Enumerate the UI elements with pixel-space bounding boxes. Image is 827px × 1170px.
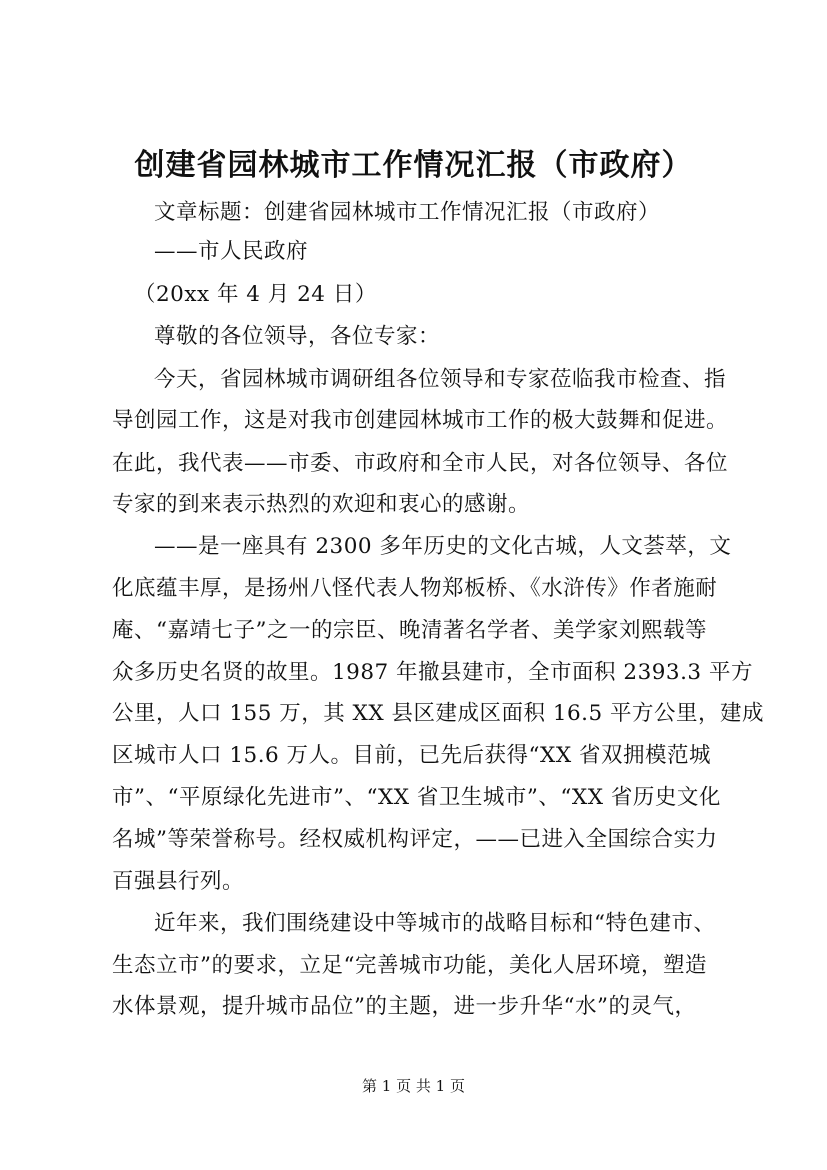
author-line: ——市人民政府 — [154, 239, 309, 264]
paragraph-2-line-9: 百强县行列。 — [112, 869, 245, 894]
paragraph-3-line-2: 生态立市”的要求，立足“完善城市功能，美化人居环境，塑造 — [112, 953, 707, 978]
paragraph-1-line-1: 今天，省园林城市调研组各位领导和专家莅临我市检查、指 — [154, 367, 727, 392]
paragraph-2-line-8: 名城”等荣誉称号。经权威机构评定，——已进入全国综合实力 — [112, 827, 718, 852]
paragraph-1-line-3: 在此，我代表——市委、市政府和全市人民，对各位领导、各位 — [112, 451, 729, 476]
page-number-footer: 第 1 页 共 1 页 — [362, 1077, 465, 1095]
document-title: 创建省园林城市工作情况汇报（市政府） — [134, 148, 693, 183]
paragraph-2-line-5: 公里，人口 155 万，其 XX 县区建成区面积 16.5 平方公里，建成 — [112, 701, 765, 726]
article-title-line: 文章标题：创建省园林城市工作情况汇报（市政府） — [154, 200, 661, 225]
paragraph-2-line-1: ——是一座具有 2300 多年历史的文化古城，人文荟萃，文 — [154, 534, 732, 559]
paragraph-2-line-2: 化底蕴丰厚，是扬州八怪代表人物郑板桥、《水浒传》作者施耐 — [112, 576, 718, 601]
paragraph-1-line-2: 导创园工作，这是对我市创建园林城市工作的极大鼓舞和促进。 — [112, 408, 729, 433]
paragraph-2-line-6: 区城市人口 15.6 万人。目前，已先后获得“XX 省双拥模范城 — [112, 743, 711, 768]
salutation-line: 尊敬的各位领导，各位专家： — [154, 324, 441, 349]
paragraph-3-line-1: 近年来，我们围绕建设中等城市的战略目标和“特色建市、 — [154, 911, 716, 936]
paragraph-2-line-7: 市”、“平原绿化先进市”、“XX 省卫生城市”、“XX 省历史文化 — [112, 785, 721, 810]
paragraph-1-line-4: 专家的到来表示热烈的欢迎和衷心的感谢。 — [112, 492, 531, 517]
paragraph-2-line-3: 庵、“嘉靖七子”之一的宗臣、晚清著名学者、美学家刘熙载等 — [112, 618, 707, 643]
paragraph-3-line-3: 水体景观，提升城市品位”的主题，进一步升华“水”的灵气， — [112, 994, 697, 1019]
paragraph-2-line-4: 众多历史名贤的故里。1987 年撤县建市，全市面积 2393.3 平方 — [112, 660, 753, 685]
date-line: （20xx 年 4 月 24 日） — [134, 282, 377, 307]
